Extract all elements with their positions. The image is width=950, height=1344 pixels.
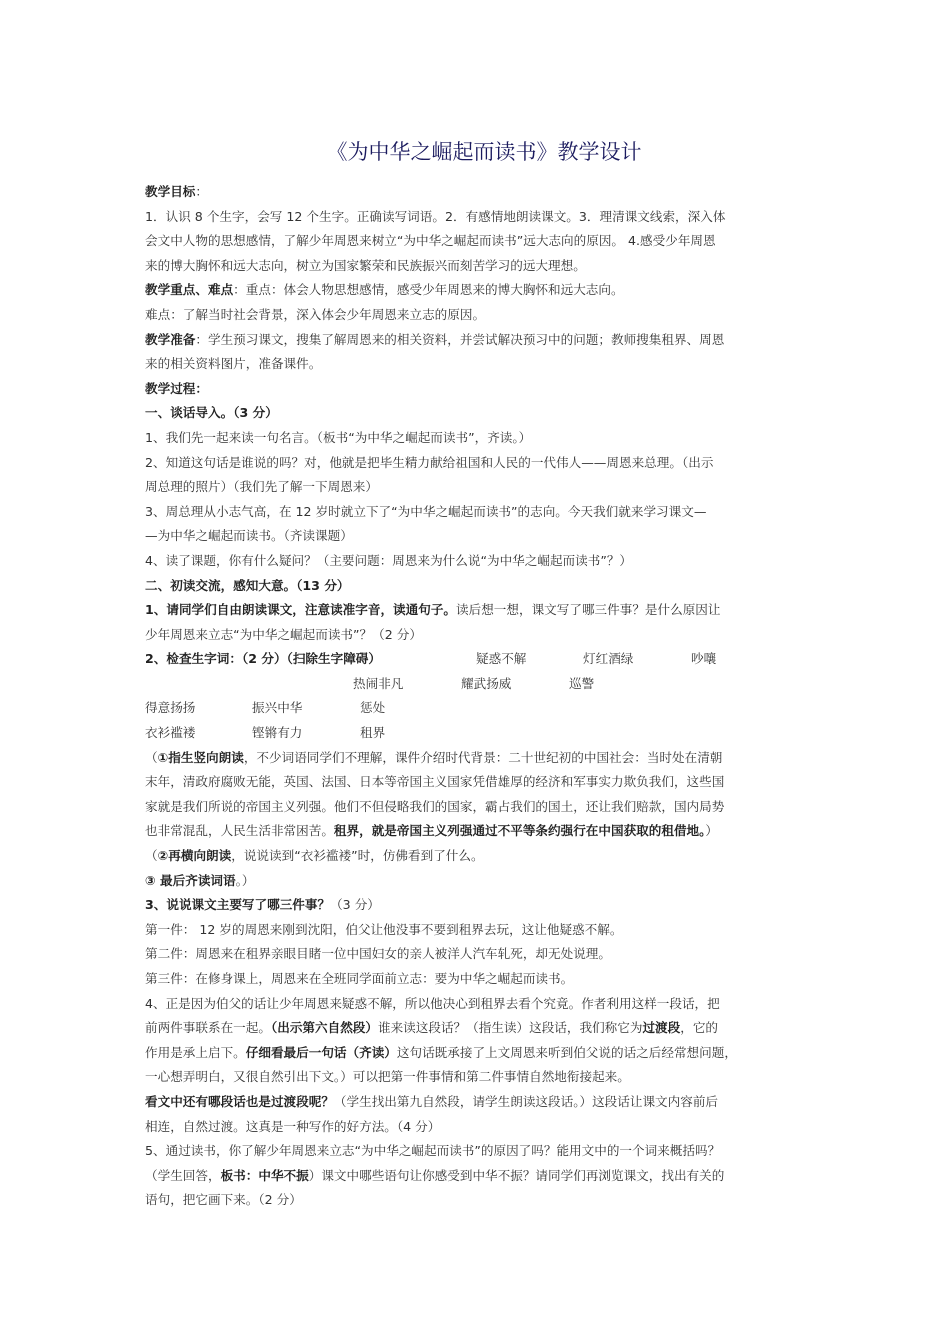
event-line: 第三件：在修身课上，周恩来在全班同学面前立志：要为中华之崛起而读书。 bbox=[145, 971, 574, 986]
event-line: 第一件： 12 岁的周恩来刚到沈阳，伯父让他没事不要到租界去玩，这让他疑惑不解。 bbox=[145, 921, 623, 937]
body-line: 周总理的照片）（我们先了解一下周恩来） bbox=[145, 479, 378, 495]
body-line: 3、说说课文主要写了哪三件事？（3 分） bbox=[145, 897, 380, 913]
document-title: 《为中华之崛起而读书》教学设计 bbox=[326, 140, 642, 164]
body-line: 少年周恩来立志“为中华之崛起而读书”？（2 分） bbox=[145, 626, 422, 642]
body-line: 2、知道这句话是谁说的吗？对，他就是把毕生精力献给祖国和人民的一代伟人——周恩来总理。（出示 bbox=[145, 454, 714, 470]
vocab-check-heading: 2、检查生字词：（2 分）（扫除生字障碍） bbox=[145, 651, 381, 667]
body-line: 4、正是因为伯父的话让少年周恩来疑惑不解，所以他决心到租界去看个究竟。作者利用这样一段话，把 bbox=[145, 995, 720, 1011]
body-line: 1、请同学们自由朗读课文，注意读准字音，读通句子。读后想一想，课文写了哪三件事？是什么原因让 bbox=[145, 602, 721, 618]
vocab-row-4 bbox=[145, 721, 813, 746]
process-heading: 教学过程： bbox=[145, 380, 208, 396]
vocab-word: 惩处 bbox=[360, 700, 386, 716]
body-line: 看文中还有哪段话也是过渡段呢？（学生找出第九自然段，请学生朗读这段话。）这段话让课文内容前后 bbox=[145, 1093, 719, 1109]
vocab-word: 巡警 bbox=[569, 675, 595, 691]
body-line: 家就是我们所说的帝国主义列强。他们不但侵略我们的国家，霸占我们的国土，还让我们赔款，国内局势 bbox=[145, 798, 725, 814]
body-line: 语句，把它画下来。（2 分） bbox=[145, 1192, 302, 1208]
body-line: 5、通过读书，你了解少年周恩来立志“为中华之崛起而读书”的原因了吗？能用文中的一个词来概括吗？ bbox=[145, 1143, 721, 1159]
prep-line: 教学准备：学生预习课文，搜集了解周恩来的相关资料，并尝试解决预习中的问题；教师搜集租界、周恩 bbox=[145, 331, 725, 347]
goals-line: 会文中人物的思想感情，了解少年周恩来树立“为中华之崛起而读书”远大志向的原因。 4.感受少年周恩 bbox=[145, 233, 716, 249]
vocab-word: 疑惑不解 bbox=[476, 651, 527, 667]
event-line: 第二件：周恩来在租界亲眼目睹一位中国妇女的亲人被洋人汽车轧死，却无处说理。 bbox=[145, 946, 611, 962]
goals-heading-label: 教学目标 bbox=[145, 184, 196, 199]
body-line: 末年，清政府腐败无能，英国、法国、日本等帝国主义国家凭借雄厚的经济和军事实力欺负我们，这些国 bbox=[145, 774, 725, 790]
key-points: 教学重点、难点：重点：体会人物思想感情，感受少年周恩来的博大胸怀和远大志向。 bbox=[145, 282, 624, 298]
vocab-word: 得意扬扬 bbox=[145, 700, 196, 716]
vocab-word: 灯红酒绿 bbox=[583, 651, 634, 667]
vocab-row-1 bbox=[145, 647, 813, 672]
vocab-word: 热闹非凡 bbox=[353, 675, 404, 691]
body-line: （①指生竖向朗读，不少词语同学们不理解，课件介绍时代背景：二十世纪初的中国社会：当时处在清朝 bbox=[145, 749, 723, 765]
difficulty-line: 难点：了解当时社会背景，深入体会少年周恩来立志的原因。 bbox=[145, 306, 486, 322]
body-line: 也非常混乱，人民生活非常困苦。租界，就是帝国主义列强通过不平等条约强行在中国获取的租借地。） bbox=[145, 823, 719, 839]
vocab-word: 振兴中华 bbox=[252, 700, 303, 716]
body-line: 相连，自然过渡。这真是一种写作的好方法。（4 分） bbox=[145, 1118, 441, 1134]
body-line: 4、读了课题，你有什么疑问？（主要问题：周恩来为什么说“为中华之崛起而读书”？） bbox=[145, 552, 633, 568]
body-line: —为中华之崛起而读书。（齐读课题） bbox=[145, 528, 353, 544]
body-line: （②再横向朗读，说说读到“衣衫褴褛”时，仿佛看到了什么。 bbox=[145, 848, 484, 864]
body-line: （学生回答，板书：中华不振）课文中哪些语句让你感受到中华不振？请同学们再浏览课文，找出有关的 bbox=[145, 1167, 725, 1183]
body-line: 作用是承上启下。仔细看最后一句话（齐读）这句话既承接了上文周恩来听到伯父说的话之后经常想问题， bbox=[145, 1044, 737, 1060]
body-line: ③ 最后齐读词语。） bbox=[145, 872, 255, 888]
vocab-word: 吵嚷 bbox=[691, 651, 717, 667]
body-line: 前两件事联系在一起。（出示第六自然段）谁来读这段话？（指生读）这段话，我们称它为过渡段，它的 bbox=[145, 1020, 719, 1036]
goals-line: 来的博大胸怀和远大志向，树立为国家繁荣和民族振兴而刻苦学习的远大理想。 bbox=[145, 257, 586, 273]
body-line: 一心想弄明白，又很自然引出下文。）可以把第一件事情和第二件事情自然地衔接起来。 bbox=[145, 1069, 630, 1085]
vocab-row-2 bbox=[145, 672, 813, 697]
prep-line: 来的相关资料图片，准备课件。 bbox=[145, 356, 322, 372]
vocab-word: 衣衫褴褛 bbox=[145, 725, 196, 741]
goals-line: 1．认识 8 个生字，会写 12 个生字。正确读写词语。2．有感情地朗读课文。3．理清课文线索，深入体 bbox=[145, 208, 726, 224]
section-heading: 二、初读交流，感知大意。（13 分） bbox=[145, 577, 350, 593]
document-page bbox=[145, 138, 813, 1213]
section-heading: 一、谈话导入。（3 分） bbox=[145, 405, 278, 421]
vocab-word: 租界 bbox=[360, 725, 386, 741]
body-line: 1、我们先一起来读一句名言。（板书“为中华之崛起而读书”，齐读。） bbox=[145, 429, 532, 445]
vocab-word: 耀武扬威 bbox=[461, 675, 512, 691]
body-line: 3、周总理从小志气高，在 12 岁时就立下了“为中华之崛起而读书”的志向。今天我们就来学习课文— bbox=[145, 503, 707, 519]
vocab-row-3 bbox=[145, 696, 813, 721]
vocab-word: 铿锵有力 bbox=[252, 725, 303, 741]
goals-heading: 教学目标： bbox=[145, 184, 208, 199]
